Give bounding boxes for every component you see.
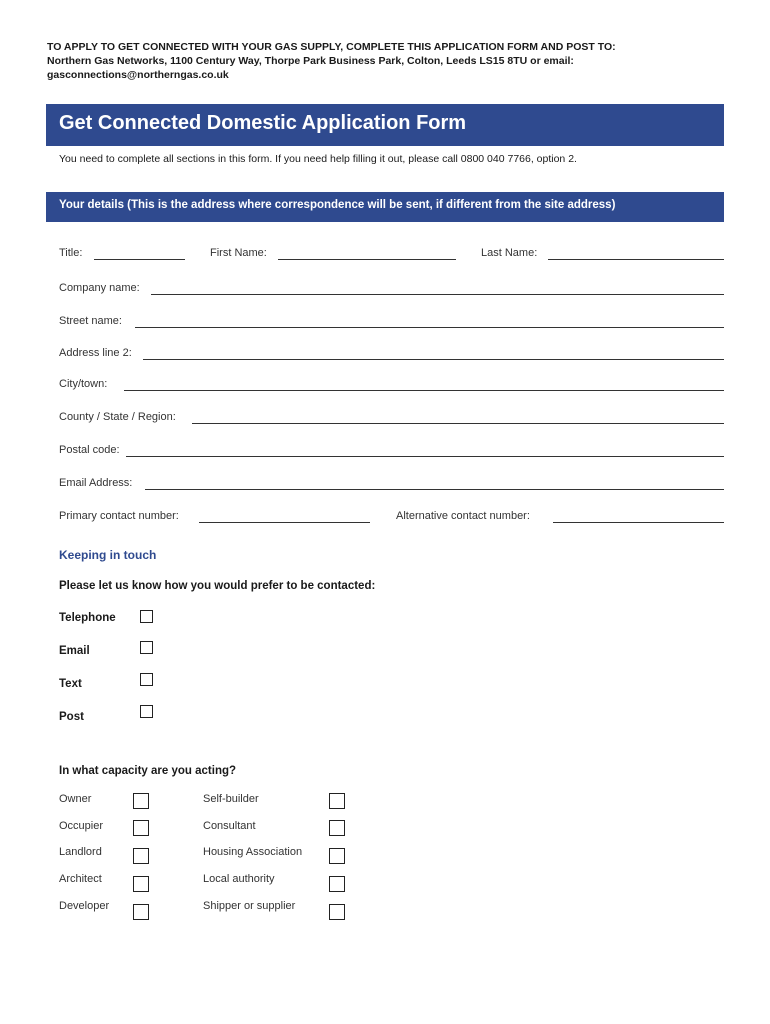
last-name-label: Last Name: [481,247,538,259]
pref-post-label: Post [59,711,84,723]
capacity-consultant-checkbox[interactable] [329,820,345,836]
company-label: Company name: [59,282,140,294]
capacity-occupier-checkbox[interactable] [133,820,149,836]
pref-email-label: Email [59,645,90,657]
alt-contact-label: Alternative contact number: [396,510,530,522]
pref-email-checkbox[interactable] [140,641,153,654]
email-input[interactable] [145,489,724,490]
company-row [59,282,724,298]
email-label: Email Address: [59,477,133,489]
capacity-housing-association-checkbox[interactable] [329,848,345,864]
pref-post-checkbox[interactable] [140,705,153,718]
capacity-occupier-label: Occupier [59,820,104,832]
capacity-shipper-label: Shipper or supplier [203,900,296,912]
capacity-architect-label: Architect [59,873,102,885]
city-label: City/town: [59,378,108,390]
city-row [59,378,724,394]
last-name-input[interactable] [548,259,724,260]
capacity-question: In what capacity are you acting? [59,765,237,777]
capacity-local-authority-checkbox[interactable] [329,876,345,892]
postal-row [59,444,724,460]
capacity-landlord-label: Landlord [59,846,102,858]
company-input[interactable] [151,294,724,295]
capacity-landlord-checkbox[interactable] [133,848,149,864]
capacity-shipper-checkbox[interactable] [329,904,345,920]
city-input[interactable] [124,390,724,391]
capacity-owner-checkbox[interactable] [133,793,149,809]
instructions-line-1: TO APPLY TO GET CONNECTED WITH YOUR GAS SUPPLY, COMPLETE THIS APPLICATION FORM AND POST TO: [47,41,616,53]
postal-input[interactable] [126,456,724,457]
pref-text-label: Text [59,678,82,690]
postal-label: Postal code: [59,444,120,456]
first-name-input[interactable] [278,259,456,260]
county-row [59,411,724,427]
section-title: Your details (This is the address where correspondence will be sent, if different from the site address) [59,199,616,211]
street-input[interactable] [135,327,724,328]
alt-contact-input[interactable] [553,522,724,523]
form-title-bar [46,104,724,146]
street-row [59,315,724,331]
primary-contact-label: Primary contact number: [59,510,179,522]
county-input[interactable] [192,423,724,424]
address2-label: Address line 2: [59,347,132,359]
contact-preference-question: Please let us know how you would prefer to be contacted: [59,580,376,592]
county-label: County / State / Region: [59,411,176,423]
form-title: Get Connected Domestic Application Form [59,112,467,134]
pref-telephone-label: Telephone [59,612,116,624]
capacity-developer-label: Developer [59,900,110,912]
capacity-housing-association-label: Housing Association [203,846,303,858]
capacity-local-authority-label: Local authority [203,873,275,885]
capacity-architect-checkbox[interactable] [133,876,149,892]
capacity-consultant-label: Consultant [203,820,256,832]
first-name-label: First Name: [210,247,267,259]
instructions-email[interactable]: gasconnections@northerngas.co.uk [47,69,229,81]
capacity-self-builder-label: Self-builder [203,793,259,805]
capacity-owner-label: Owner [59,793,92,805]
street-label: Street name: [59,315,122,327]
email-row [59,477,724,493]
postal-instructions [47,40,727,82]
contact-row [59,510,724,526]
intro-text: You need to complete all sections in this form. If you need help filling it out, please call 0800 040 7766, option 2. [59,153,577,165]
pref-text-checkbox[interactable] [140,673,153,686]
primary-contact-input[interactable] [199,522,370,523]
pref-telephone-checkbox[interactable] [140,610,153,623]
keeping-in-touch-heading: Keeping in touch [59,548,157,562]
section-bar-your-details [46,192,724,222]
instructions-line-2: Northern Gas Networks, 1100 Century Way, Thorpe Park Business Park, Colton, Leeds LS15 8TU or email: [47,55,574,67]
title-label: Title: [59,247,83,259]
capacity-developer-checkbox[interactable] [133,904,149,920]
capacity-self-builder-checkbox[interactable] [329,793,345,809]
name-row [59,247,724,263]
address2-row [59,347,724,363]
title-input[interactable] [94,259,185,260]
address2-input[interactable] [143,359,724,360]
